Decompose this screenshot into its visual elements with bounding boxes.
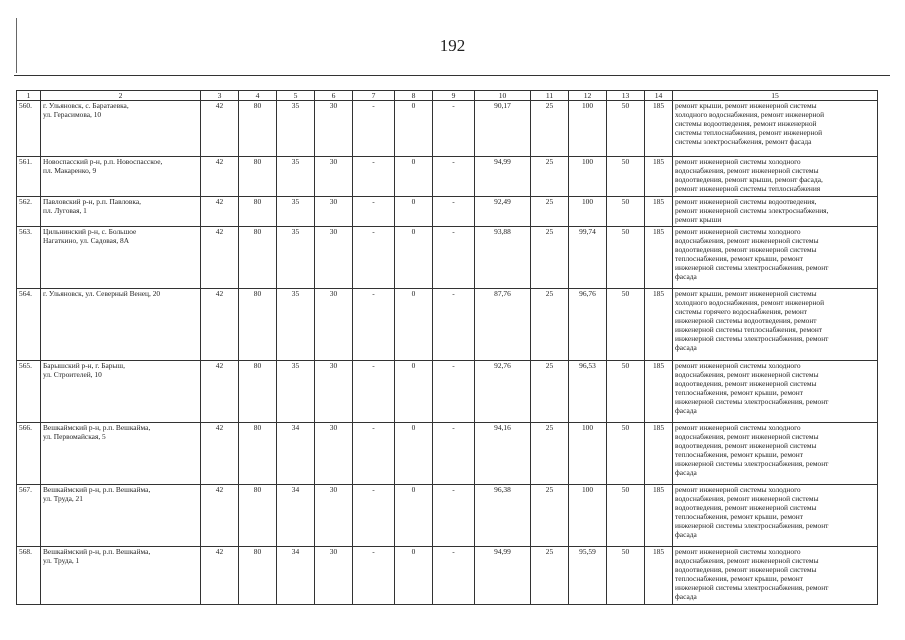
row-number: 567.: [17, 485, 41, 547]
works-line: водоснабжения, ремонт инженерной системы: [675, 556, 819, 566]
address-line: г. Ульяновск, ул. Северный Венец, 20: [43, 289, 161, 298]
value-cell-c7: -: [353, 361, 395, 423]
works-line: фасада: [675, 468, 697, 478]
value-cell-c5: 35: [277, 101, 315, 157]
value-cell-c6: 30: [315, 547, 353, 605]
value-cell-c5: 35: [277, 197, 315, 227]
row-number: 561.: [17, 157, 41, 197]
value-cell-c3: 42: [201, 157, 239, 197]
page-number: 192: [439, 36, 466, 55]
value-cell-c10: 92,76: [475, 361, 531, 423]
column-header: 10: [475, 91, 531, 101]
value-cell-c9: -: [433, 197, 475, 227]
row-number: 568.: [17, 547, 41, 605]
address-line: Барышский р-н, г. Барыш,: [43, 361, 125, 370]
works-line: системы горячего водоснабжения, ремонт: [675, 307, 808, 317]
value-cell-c12: 96,76: [569, 289, 607, 361]
works-line: системы электроснабжения, ремонт фасада: [675, 137, 812, 147]
works-line: водоснабжения, ремонт инженерной системы: [675, 432, 819, 442]
address-line: г. Ульяновск, с. Баратаевка,: [43, 101, 129, 110]
value-cell-c12: 100: [569, 101, 607, 157]
value-cell-c6: 30: [315, 423, 353, 485]
value-cell-c3: 42: [201, 485, 239, 547]
column-header: 3: [201, 91, 239, 101]
address-line: Вешкаймский р-н, р.п. Вешкайма,: [43, 547, 151, 556]
header-rule: [14, 75, 890, 76]
value-cell-c7: -: [353, 227, 395, 289]
value-cell-c8: 0: [395, 423, 433, 485]
address-line: пл. Макаренко, 9: [43, 166, 97, 176]
value-cell-c5: 35: [277, 157, 315, 197]
works-line: системы теплоснабжения, ремонт инженерной: [675, 128, 823, 138]
address-line: ул. Герасимова, 10: [43, 110, 102, 120]
works-line: инженерной системы электроснабжения, ремонт: [675, 263, 829, 273]
value-cell-c14: 185: [645, 101, 673, 157]
works-line: теплоснабжения, ремонт крыши, ремонт: [675, 254, 803, 264]
column-header: 8: [395, 91, 433, 101]
value-cell-c13: 50: [607, 197, 645, 227]
address-cell: [41, 157, 201, 197]
value-cell-c4: 80: [239, 423, 277, 485]
column-header: 7: [353, 91, 395, 101]
value-cell-c13: 50: [607, 485, 645, 547]
value-cell-c6: 30: [315, 227, 353, 289]
address-line: Нагаткино, ул. Садовая, 8А: [43, 236, 130, 246]
address-cell: [41, 361, 201, 423]
value-cell-c14: 185: [645, 361, 673, 423]
works-cell: [673, 101, 878, 157]
works-line: ремонт инженерной системы холодного: [675, 227, 801, 236]
works-line: холодного водоснабжения, ремонт инженерной: [675, 110, 825, 120]
value-cell-c14: 185: [645, 547, 673, 605]
value-cell-c13: 50: [607, 157, 645, 197]
value-cell-c13: 50: [607, 547, 645, 605]
table-row: [17, 289, 878, 361]
value-cell-c6: 30: [315, 485, 353, 547]
value-cell-c11: 25: [531, 361, 569, 423]
works-line: водоотведения, ремонт крыши, ремонт фасада,: [675, 175, 823, 185]
value-cell-c8: 0: [395, 485, 433, 547]
value-cell-c6: 30: [315, 289, 353, 361]
value-cell-c9: -: [433, 157, 475, 197]
value-cell-c11: 25: [531, 157, 569, 197]
value-cell-c11: 25: [531, 485, 569, 547]
table-row: [17, 227, 878, 289]
value-cell-c5: 34: [277, 547, 315, 605]
works-line: системы водоотведения, ремонт инженерной: [675, 119, 817, 129]
value-cell-c12: 95,59: [569, 547, 607, 605]
value-cell-c5: 35: [277, 227, 315, 289]
works-line: фасада: [675, 530, 697, 540]
address-line: Новоспасский р-н, р.п. Новоспасское,: [43, 157, 163, 166]
address-cell: [41, 547, 201, 605]
value-cell-c12: 100: [569, 423, 607, 485]
value-cell-c3: 42: [201, 423, 239, 485]
works-line: теплоснабжения, ремонт крыши, ремонт: [675, 574, 803, 584]
value-cell-c14: 185: [645, 289, 673, 361]
works-line: ремонт инженерной системы холодного: [675, 485, 801, 494]
address-line: Цильнинский р-н, с. Большое: [43, 227, 137, 236]
value-cell-c14: 185: [645, 423, 673, 485]
address-cell: [41, 485, 201, 547]
value-cell-c8: 0: [395, 227, 433, 289]
works-line: ремонт инженерной системы холодного: [675, 361, 801, 370]
value-cell-c8: 0: [395, 101, 433, 157]
address-cell: [41, 101, 201, 157]
value-cell-c10: 90,17: [475, 101, 531, 157]
column-number-row: [17, 91, 878, 101]
column-header: 6: [315, 91, 353, 101]
value-cell-c7: -: [353, 197, 395, 227]
works-line: ремонт инженерной системы электроснабжения,: [675, 206, 829, 216]
works-line: холодного водоснабжения, ремонт инженерной: [675, 298, 825, 308]
works-line: теплоснабжения, ремонт крыши, ремонт: [675, 450, 803, 460]
works-line: инженерной системы теплоснабжения, ремонт: [675, 325, 823, 335]
value-cell-c10: 92,49: [475, 197, 531, 227]
address-line: ул. Строителей, 10: [43, 370, 102, 380]
works-line: водоотведения, ремонт инженерной системы: [675, 379, 817, 389]
value-cell-c7: -: [353, 485, 395, 547]
value-cell-c8: 0: [395, 197, 433, 227]
value-cell-c11: 25: [531, 197, 569, 227]
works-line: ремонт крыши, ремонт инженерной системы: [675, 101, 817, 110]
works-line: фасада: [675, 406, 697, 416]
value-cell-c8: 0: [395, 361, 433, 423]
value-cell-c13: 50: [607, 289, 645, 361]
value-cell-c3: 42: [201, 361, 239, 423]
value-cell-c3: 42: [201, 101, 239, 157]
value-cell-c11: 25: [531, 289, 569, 361]
works-cell: [673, 423, 878, 485]
value-cell-c9: -: [433, 361, 475, 423]
works-cell: [673, 361, 878, 423]
value-cell-c9: -: [433, 227, 475, 289]
works-cell: [673, 227, 878, 289]
column-header: 1: [17, 91, 41, 101]
column-header: 12: [569, 91, 607, 101]
value-cell-c7: -: [353, 423, 395, 485]
address-line: ул. Труда, 1: [43, 556, 80, 566]
row-number: 563.: [17, 227, 41, 289]
column-header: 2: [41, 91, 201, 101]
works-line: ремонт инженерной системы холодного: [675, 157, 801, 166]
value-cell-c4: 80: [239, 485, 277, 547]
row-number: 562.: [17, 197, 41, 227]
value-cell-c5: 35: [277, 361, 315, 423]
value-cell-c5: 34: [277, 485, 315, 547]
value-cell-c14: 185: [645, 485, 673, 547]
column-header: 15: [673, 91, 878, 101]
value-cell-c9: -: [433, 423, 475, 485]
address-cell: [41, 197, 201, 227]
value-cell-c3: 42: [201, 289, 239, 361]
works-line: теплоснабжения, ремонт крыши, ремонт: [675, 512, 803, 522]
value-cell-c10: 93,88: [475, 227, 531, 289]
value-cell-c13: 50: [607, 101, 645, 157]
works-line: ремонт инженерной системы теплоснабжения: [675, 184, 821, 194]
value-cell-c6: 30: [315, 197, 353, 227]
value-cell-c9: -: [433, 101, 475, 157]
works-line: инженерной системы электроснабжения, ремонт: [675, 583, 829, 593]
address-line: Павловский р-н, р.п. Павловка,: [43, 197, 141, 206]
value-cell-c10: 94,99: [475, 157, 531, 197]
works-line: водоотведения, ремонт инженерной системы: [675, 245, 817, 255]
works-line: инженерной системы электроснабжения, ремонт: [675, 397, 829, 407]
works-line: фасада: [675, 343, 697, 353]
table-row: [17, 423, 878, 485]
works-cell: [673, 289, 878, 361]
works-line: теплоснабжения, ремонт крыши, ремонт: [675, 388, 803, 398]
value-cell-c10: 94,16: [475, 423, 531, 485]
works-line: ремонт инженерной системы водоотведения,: [675, 197, 817, 206]
value-cell-c4: 80: [239, 157, 277, 197]
table-row: [17, 485, 878, 547]
works-line: фасада: [675, 592, 697, 602]
works-line: ремонт инженерной системы холодного: [675, 547, 801, 556]
value-cell-c11: 25: [531, 423, 569, 485]
repair-table: [16, 90, 878, 605]
value-cell-c5: 35: [277, 289, 315, 361]
value-cell-c14: 185: [645, 197, 673, 227]
address-cell: [41, 227, 201, 289]
value-cell-c9: -: [433, 289, 475, 361]
works-line: водоотведения, ремонт инженерной системы: [675, 503, 817, 513]
address-line: ул. Первомайская, 5: [43, 432, 106, 442]
value-cell-c12: 96,53: [569, 361, 607, 423]
works-cell: [673, 157, 878, 197]
column-header: 5: [277, 91, 315, 101]
value-cell-c3: 42: [201, 227, 239, 289]
value-cell-c3: 42: [201, 197, 239, 227]
value-cell-c6: 30: [315, 361, 353, 423]
value-cell-c3: 42: [201, 547, 239, 605]
value-cell-c4: 80: [239, 547, 277, 605]
value-cell-c10: 94,99: [475, 547, 531, 605]
value-cell-c4: 80: [239, 361, 277, 423]
works-line: инженерной системы водоотведения, ремонт: [675, 316, 817, 326]
works-line: водоотведения, ремонт инженерной системы: [675, 565, 817, 575]
address-line: пл. Луговая, 1: [43, 206, 87, 216]
address-cell: [41, 423, 201, 485]
address-cell: [41, 289, 201, 361]
table-row: [17, 197, 878, 227]
row-number: 564.: [17, 289, 41, 361]
value-cell-c6: 30: [315, 101, 353, 157]
table-row: [17, 361, 878, 423]
row-number: 560.: [17, 101, 41, 157]
value-cell-c9: -: [433, 485, 475, 547]
table-row: [17, 101, 878, 157]
works-line: водоснабжения, ремонт инженерной системы: [675, 166, 819, 176]
column-header: 13: [607, 91, 645, 101]
value-cell-c7: -: [353, 289, 395, 361]
value-cell-c7: -: [353, 157, 395, 197]
value-cell-c4: 80: [239, 227, 277, 289]
works-line: ремонт крыши, ремонт инженерной системы: [675, 289, 817, 298]
works-line: водоснабжения, ремонт инженерной системы: [675, 236, 819, 246]
value-cell-c8: 0: [395, 157, 433, 197]
works-line: ремонт инженерной системы холодного: [675, 423, 801, 432]
row-number: 565.: [17, 361, 41, 423]
works-line: инженерной системы электроснабжения, ремонт: [675, 334, 829, 344]
value-cell-c9: -: [433, 547, 475, 605]
value-cell-c4: 80: [239, 289, 277, 361]
value-cell-c7: -: [353, 101, 395, 157]
works-line: водоснабжения, ремонт инженерной системы: [675, 494, 819, 504]
value-cell-c12: 100: [569, 157, 607, 197]
works-line: водоснабжения, ремонт инженерной системы: [675, 370, 819, 380]
value-cell-c11: 25: [531, 547, 569, 605]
value-cell-c8: 0: [395, 289, 433, 361]
works-cell: [673, 547, 878, 605]
row-number: 566.: [17, 423, 41, 485]
value-cell-c14: 185: [645, 157, 673, 197]
works-line: инженерной системы электроснабжения, ремонт: [675, 521, 829, 531]
value-cell-c10: 96,38: [475, 485, 531, 547]
works-line: водоотведения, ремонт инженерной системы: [675, 441, 817, 451]
column-header: 4: [239, 91, 277, 101]
value-cell-c4: 80: [239, 197, 277, 227]
value-cell-c8: 0: [395, 547, 433, 605]
address-line: Вешкаймский р-н, р.п. Вешкайма,: [43, 485, 151, 494]
value-cell-c13: 50: [607, 423, 645, 485]
value-cell-c12: 100: [569, 197, 607, 227]
address-line: Вешкаймский р-н, р.п. Вешкайма,: [43, 423, 151, 432]
works-line: ремонт крыши: [675, 215, 722, 225]
works-line: инженерной системы электроснабжения, ремонт: [675, 459, 829, 469]
table-row: [17, 547, 878, 605]
works-cell: [673, 485, 878, 547]
value-cell-c14: 185: [645, 227, 673, 289]
value-cell-c12: 100: [569, 485, 607, 547]
value-cell-c13: 50: [607, 227, 645, 289]
value-cell-c5: 34: [277, 423, 315, 485]
column-header: 14: [645, 91, 673, 101]
value-cell-c11: 25: [531, 101, 569, 157]
value-cell-c7: -: [353, 547, 395, 605]
value-cell-c12: 99,74: [569, 227, 607, 289]
table-row: [17, 157, 878, 197]
value-cell-c4: 80: [239, 101, 277, 157]
address-line: ул. Труда, 21: [43, 494, 83, 504]
value-cell-c11: 25: [531, 227, 569, 289]
works-cell: [673, 197, 878, 227]
value-cell-c10: 87,76: [475, 289, 531, 361]
value-cell-c13: 50: [607, 361, 645, 423]
value-cell-c6: 30: [315, 157, 353, 197]
column-header: 11: [531, 91, 569, 101]
works-line: фасада: [675, 272, 697, 282]
column-header: 9: [433, 91, 475, 101]
